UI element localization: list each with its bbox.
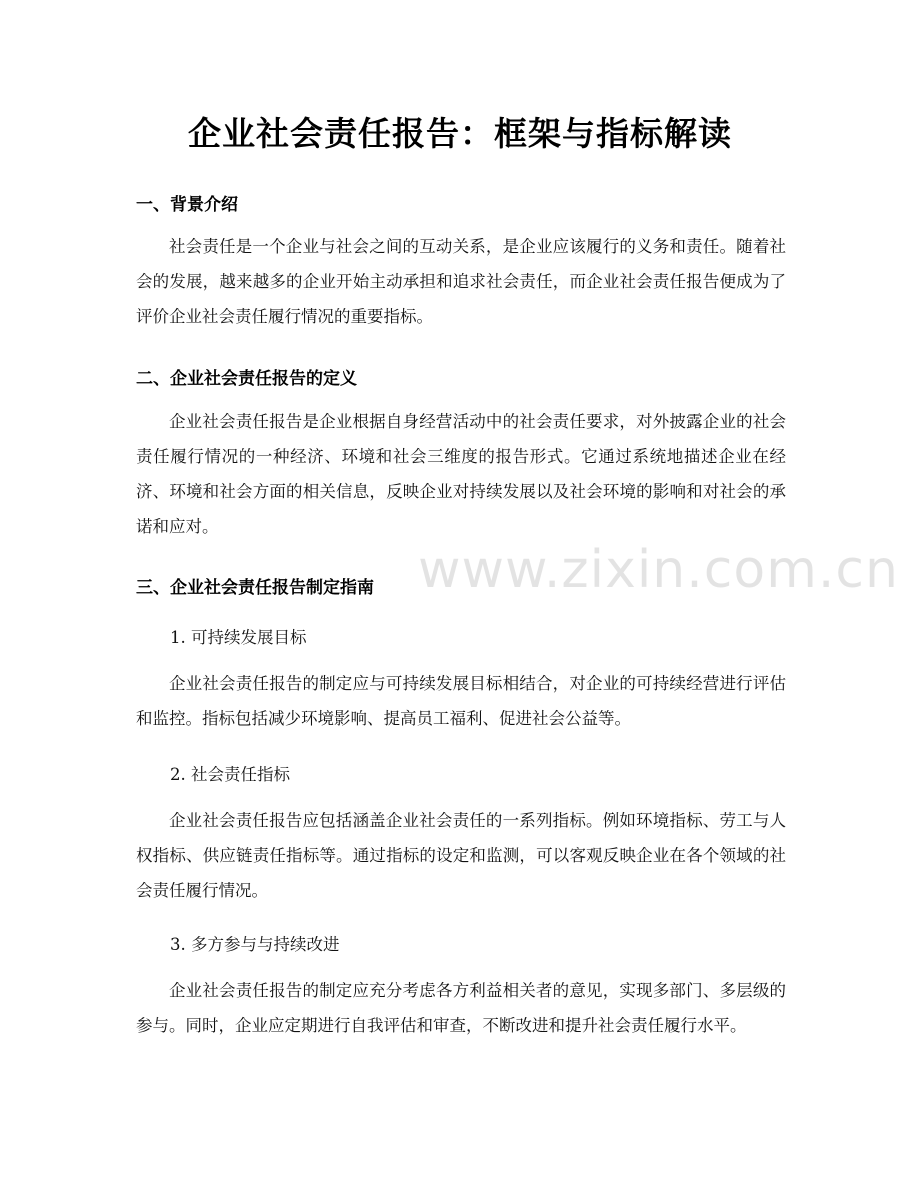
section-heading-definition: 二、企业社会责任报告的定义	[136, 369, 357, 389]
subheading-stakeholder-participation: 3. 多方参与与持续改进	[170, 935, 340, 954]
section-paragraph-background: 社会责任是一个企业与社会之间的互动关系，是企业应该履行的义务和责任。随着社会的发展，越来越多的企业开始主动承担和追求社会责任，而企业社会责任报告便成为了评价企业社会责任履行情况的重要指标。	[136, 237, 786, 326]
paragraph-csr-indicators: 企业社会责任报告应包括涵盖企业社会责任的一系列指标。例如环境指标、劳工与人权指标、供应链责任指标等。通过指标的设定和监测，可以客观反映企业在各个领域的社会责任履行情况。	[136, 811, 786, 900]
document-title: 企业社会责任报告：框架与指标解读	[188, 114, 732, 153]
section-heading-background: 一、背景介绍	[136, 195, 238, 215]
subheading-csr-indicators: 2. 社会责任指标	[170, 765, 290, 784]
paragraph-sustainability-goals: 企业社会责任报告的制定应与可持续发展目标相结合，对企业的可持续经营进行评估和监控。指标包括减少环境影响、提高员工福利、促进社会公益等。	[136, 674, 786, 728]
subheading-sustainability-goals: 1. 可持续发展目标	[170, 628, 307, 647]
watermark-text: www.zixin.com.cn	[418, 540, 899, 600]
paragraph-stakeholder-participation: 企业社会责任报告的制定应充分考虑各方利益相关者的意见，实现多部门、多层级的参与。同时，企业应定期进行自我评估和审查，不断改进和提升社会责任履行水平。	[136, 981, 786, 1035]
section-paragraph-definition: 企业社会责任报告是企业根据自身经营活动中的社会责任要求，对外披露企业的社会责任履行情况的一种经济、环境和社会三维度的报告形式。它通过系统地描述企业在经济、环境和社会方面的相关信息，反映企业对持续发展以及社会环境的影响和对社会的承诺和应对。	[136, 412, 786, 536]
section-heading-guidelines: 三、企业社会责任报告制定指南	[136, 578, 374, 598]
